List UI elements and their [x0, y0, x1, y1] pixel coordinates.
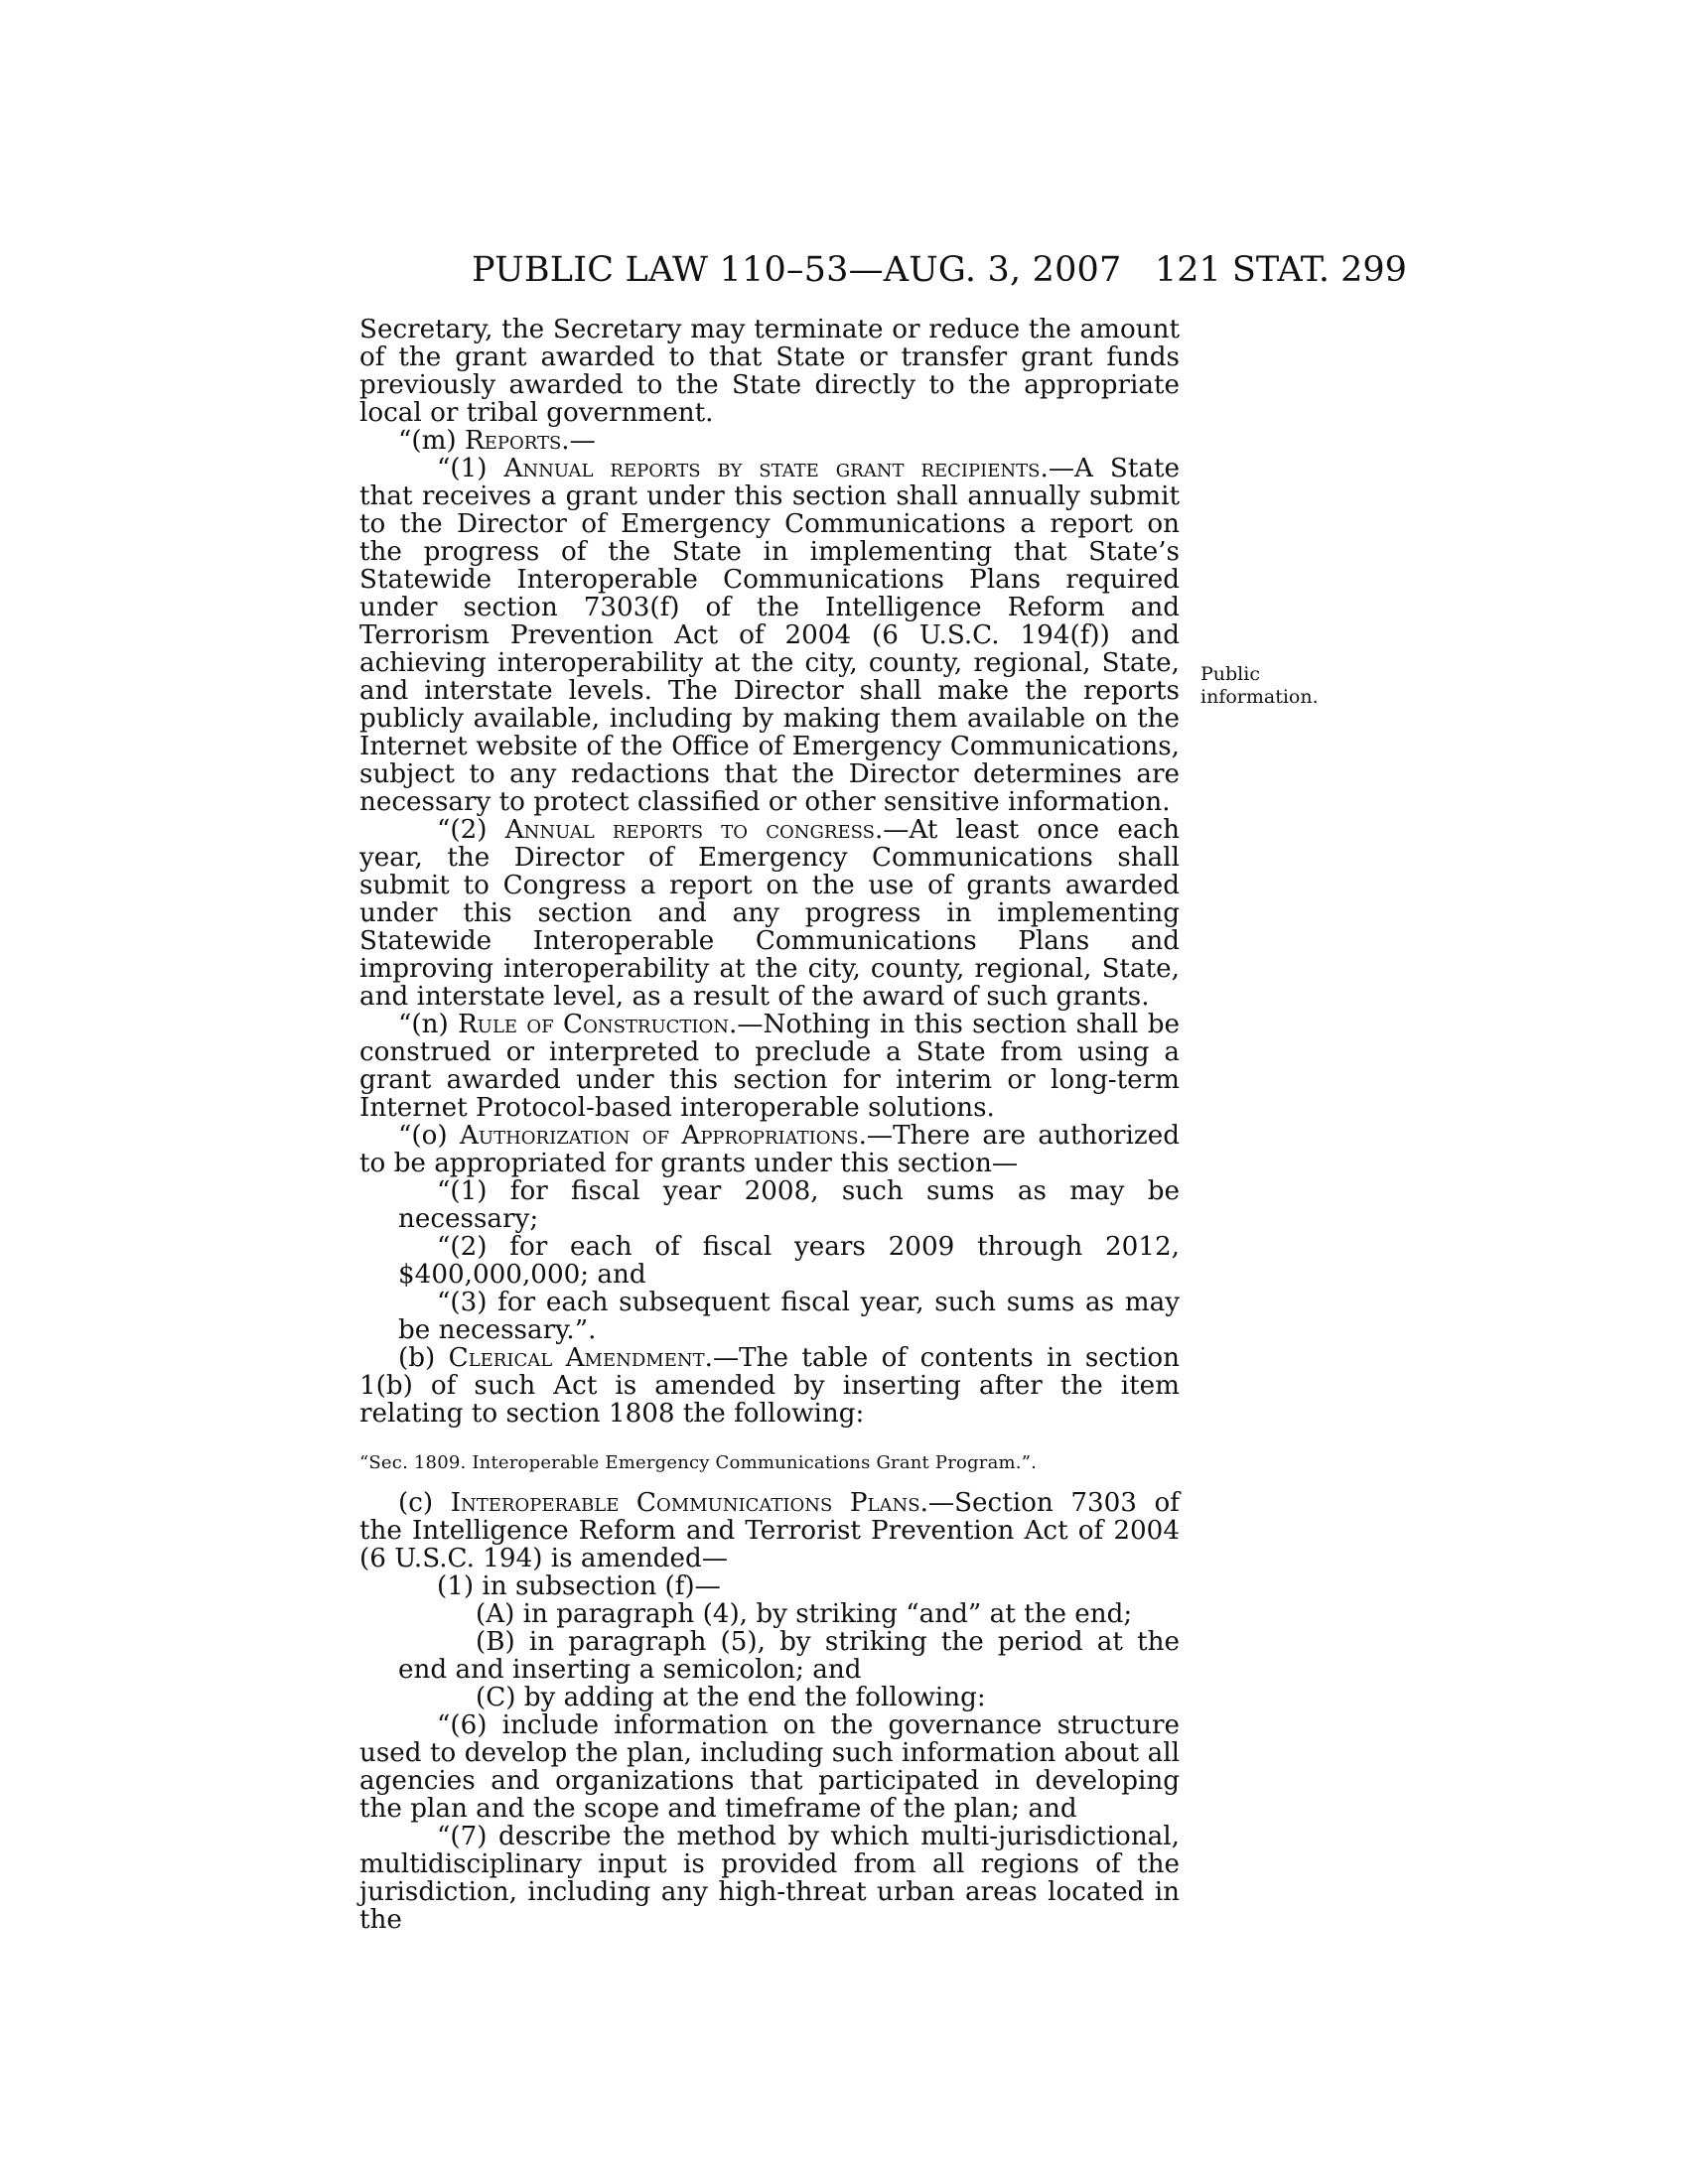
subsection-o-number: “(o) — [398, 1121, 460, 1151]
page-header-citation: 121 STAT. 299 — [1155, 250, 1407, 290]
paragraph-o3: “(3) for each subsequent fiscal year, such sums as may be necessary.”. — [398, 1288, 1180, 1345]
subparagraph-cB: (B) in paragraph (5), by striking the period at the end and inserting a semicolon; and — [398, 1627, 1180, 1685]
subsection-b-heading: Clerical Amendment. — [448, 1343, 713, 1373]
paragraph-o2: “(2) for each of fiscal years 2009 through 2012, $400,000,000; and — [398, 1232, 1180, 1290]
paragraph-m1-heading: Annual reports by state grant recipients. — [503, 454, 1049, 483]
margin-note-line2: information. — [1200, 686, 1319, 708]
subsection-c — [359, 1489, 1180, 1572]
margin-note-line1: Public — [1200, 663, 1260, 685]
subsection-b — [359, 1344, 1180, 1428]
subsection-n — [359, 1011, 1180, 1122]
subsection-b-text: —The table of contents in section 1(b) of such Act is amended by inserting after the item relating to section 1808 the following: — [359, 1343, 1180, 1429]
paragraph-m2-heading: Annual reports to congress. — [504, 815, 884, 845]
subsection-o-text: —There are authorized to be appropriated for grants under this section— — [359, 1121, 1180, 1178]
paragraph-continuation: Secretary, the Secretary may terminate or reduce the amount of the grant awarded to that State or transfer grant funds previously awarded to the State directly to the appropriate local or tribal government. — [359, 315, 1180, 428]
subsection-m-dash: — — [569, 426, 596, 456]
subsection-n-text: —Nothing in this section shall be construed or interpreted to preclude a State from using a grant awarded under this section for interim or long-term Internet Protocol-based interoperable solutions. — [359, 1010, 1180, 1123]
subsection-n-number: “(n) — [398, 1010, 459, 1039]
table-of-contents-entry: “Sec. 1809. Interoperable Emergency Communications Grant Program.”. — [359, 1452, 1038, 1473]
paragraph-m2-text: —At least once each year, the Director of Emergency Communications shall submit to Congress a report on the use of grants awarded under this section and any progress in implementing Statewide Interoperable Communications Plans and improving interoperability at the city, county, regional, State, and interstate level, as a result of the award of such grants. — [359, 815, 1180, 1012]
subsection-c-heading: Interoperable Communications Plans. — [450, 1488, 928, 1518]
paragraph-c6: “(6) include information on the governance structure used to develop the plan, including such information about all agencies and organizations that participated in developing the plan and the scope and timeframe of the plan; and — [359, 1710, 1180, 1824]
margin-note — [1200, 663, 1330, 709]
paragraph-m2 — [359, 816, 1180, 1011]
subsection-n-heading: Rule of Construction. — [458, 1010, 738, 1039]
paragraph-c7: “(7) describe the method by which multi-jurisdictional, multidisciplinary input is provided from all regions of the jurisdiction, including any high-threat urban areas located in the — [359, 1822, 1180, 1935]
paragraph-m2-number: “(2) — [437, 815, 505, 845]
subparagraph-cA: (A) in paragraph (4), by striking “and” at the end; — [476, 1599, 1133, 1629]
subparagraph-cC: (C) by adding at the end the following: — [476, 1683, 986, 1712]
subsection-o-heading: Authorization of Appropriations. — [460, 1121, 867, 1151]
subsection-c-text: —Section 7303 of the Intelligence Reform and Terrorist Prevention Act of 2004 (6 U.S.C. 194) is amended— — [359, 1488, 1180, 1573]
subsection-m-number: “(m) — [398, 426, 465, 456]
subsection-b-number: (b) — [398, 1343, 449, 1373]
paragraph-m1-number: “(1) — [437, 454, 504, 483]
paragraph-o1: “(1) for fiscal year 2008, such sums as may be necessary; — [398, 1176, 1180, 1234]
paragraph-m1-text: —A State that receives a grant under this section shall annually submit to the Director of Emergency Communications a report on the progress of the State in implementing that State’s Statewide Interoperable Communications Plans required under section 7303(f) of the Intelligence Reform and Terrorism Prevention Act of 2004 (6 U.S.C. 194(f)) and achieving interoperability at the city, county, regional, State, and interstate levels. The Director shall make the reports publicly available, including by making them available on the Internet website of the Office of Emergency Communications, subject to any redactions that the Director determines are necessary to protect classified or other sensitive information. — [359, 454, 1181, 817]
subsection-m — [359, 427, 1180, 455]
subsection-c-number: (c) — [398, 1488, 451, 1518]
paragraph-m1 — [359, 455, 1180, 816]
subsection-o — [359, 1122, 1180, 1177]
subsection-m-heading: Reports. — [464, 426, 570, 456]
body-text — [359, 316, 1180, 1934]
paragraph-c1: (1) in subsection (f)— — [437, 1571, 721, 1601]
page-header-title: PUBLIC LAW 110–53—AUG. 3, 2007 — [472, 250, 1122, 290]
